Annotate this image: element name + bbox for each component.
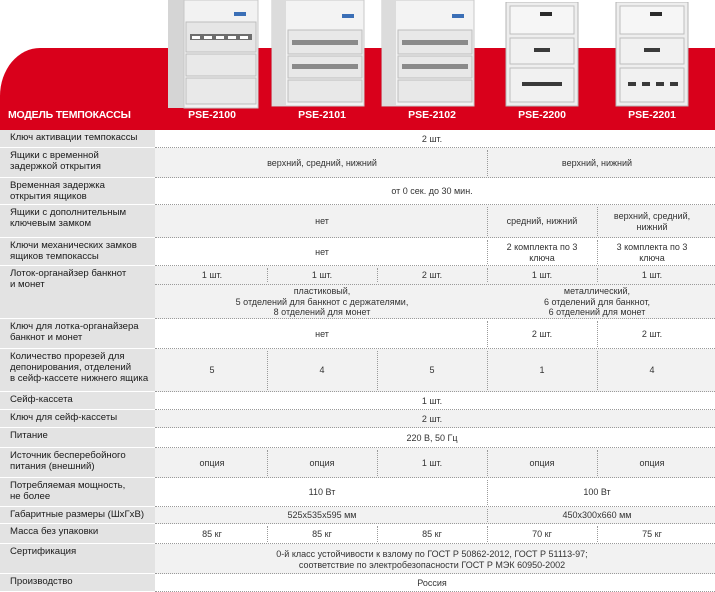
row-label: Потребляемая мощность, не более bbox=[10, 480, 126, 502]
table-cell: 0-й класс устойчивости к взлому по ГОСТ Р 50862-2012, ГОСТ Р 51113-97; соответствие по электробезопасности ГОСТ Р МЭК 60950-2002 bbox=[276, 549, 588, 570]
table-cell: 2 шт. bbox=[421, 270, 443, 280]
row-label-cell bbox=[0, 319, 155, 349]
model-label-pse-2101: PSE-2101 bbox=[298, 109, 346, 121]
table-cell: средний, нижний bbox=[506, 216, 578, 226]
model-label-pse-2100: PSE-2100 bbox=[188, 109, 236, 121]
row-label: Питание bbox=[10, 430, 48, 441]
row-label: Сейф-кассета bbox=[10, 394, 73, 405]
table-cell: 1 шт. bbox=[531, 270, 553, 280]
table-cell-sub: пластиковый, 5 отделений для банкнот с держателями, 8 отделений для монет bbox=[235, 286, 409, 317]
table-row bbox=[0, 148, 715, 178]
table-cell: 525х535х595 мм bbox=[287, 510, 357, 520]
table-cell: 75 кг bbox=[642, 529, 662, 539]
table-cell: 70 кг bbox=[532, 529, 552, 539]
row-label-cell bbox=[0, 349, 155, 392]
row-label: Временная задержка открытия ящиков bbox=[10, 180, 105, 202]
table-cell: 1 шт. bbox=[421, 458, 443, 468]
product-image-pse-2101 bbox=[268, 0, 368, 112]
table-cell-sub: металлический, 6 отделений для банкнот, 6 отделений для монет bbox=[543, 286, 651, 317]
table-cell: нет bbox=[315, 329, 329, 339]
row-label: Сертификация bbox=[10, 546, 77, 557]
table-cell: 85 кг bbox=[312, 529, 332, 539]
row-label-cell bbox=[0, 524, 155, 544]
table-row bbox=[0, 574, 715, 592]
row-label: Источник бесперебойного питания (внешний) bbox=[10, 450, 126, 472]
table-cell: 2 шт. bbox=[421, 134, 443, 144]
table-cell: 1 шт. bbox=[201, 270, 223, 280]
row-label: Ящики с дополнительным ключевым замком bbox=[10, 207, 127, 229]
table-row bbox=[0, 130, 715, 148]
row-label: Ключ для лотка-органайзера банкнот и монет bbox=[10, 321, 139, 343]
table-header-model-label: МОДЕЛЬ ТЕМПОКАССЫ bbox=[8, 109, 131, 121]
table-row bbox=[0, 428, 715, 448]
table-cell: 450х300х660 мм bbox=[562, 510, 632, 520]
row-label: Ключи механических замков ящиков темпокассы bbox=[10, 240, 137, 262]
table-cell: 3 комплекта по 3 ключа bbox=[616, 242, 688, 263]
table-row bbox=[0, 544, 715, 574]
table-cell: 1 шт. bbox=[311, 270, 333, 280]
table-cell: 1 шт. bbox=[421, 396, 443, 406]
model-label-pse-2200: PSE-2200 bbox=[518, 109, 566, 121]
table-cell: 2 комплекта по 3 ключа bbox=[506, 242, 578, 263]
table-row bbox=[0, 478, 715, 507]
row-label-cell bbox=[0, 238, 155, 266]
table-row bbox=[0, 205, 715, 238]
row-label: Производство bbox=[10, 576, 73, 587]
table-cell: нет bbox=[315, 216, 329, 226]
table-cell: опция bbox=[639, 458, 665, 468]
product-image-pse-2100 bbox=[162, 0, 262, 112]
table-cell: 2 шт. bbox=[531, 329, 553, 339]
model-label-pse-2201: PSE-2201 bbox=[628, 109, 676, 121]
table-cell: 220 В, 50 Гц bbox=[406, 433, 458, 443]
table-cell: опция bbox=[199, 458, 225, 468]
row-label-cell bbox=[0, 148, 155, 178]
table-cell: 85 кг bbox=[422, 529, 442, 539]
table-cell: верхний, нижний bbox=[561, 158, 633, 168]
table-row bbox=[0, 178, 715, 205]
table-cell: 100 Вт bbox=[583, 487, 611, 497]
row-label-cell bbox=[0, 392, 155, 410]
table-row bbox=[0, 507, 715, 524]
table-cell: опция bbox=[529, 458, 555, 468]
row-label: Ключ активации темпокассы bbox=[10, 132, 138, 143]
table-cell: Россия bbox=[417, 578, 447, 588]
table-row bbox=[0, 319, 715, 349]
table-cell: 1 bbox=[539, 365, 545, 375]
table-cell: от 0 сек. до 30 мин. bbox=[391, 186, 473, 196]
row-label-cell bbox=[0, 410, 155, 428]
row-label-cell bbox=[0, 266, 155, 319]
table-cell: 4 bbox=[649, 365, 655, 375]
row-label: Ключ для сейф-кассеты bbox=[10, 412, 118, 423]
model-label-pse-2102: PSE-2102 bbox=[408, 109, 456, 121]
table-row bbox=[0, 448, 715, 478]
table-cell: 5 bbox=[209, 365, 215, 375]
product-image-pse-2102 bbox=[378, 0, 478, 112]
row-label: Масса без упаковки bbox=[10, 526, 99, 537]
row-label-cell bbox=[0, 130, 155, 148]
table-cell: 110 Вт bbox=[308, 487, 336, 497]
table-cell: 85 кг bbox=[202, 529, 222, 539]
row-sub-divider bbox=[155, 284, 715, 285]
row-label-cell bbox=[0, 428, 155, 448]
table-row bbox=[0, 410, 715, 428]
row-label: Габаритные размеры (ШхГхВ) bbox=[10, 509, 145, 520]
table-cell: 4 bbox=[319, 365, 325, 375]
row-label-cell bbox=[0, 178, 155, 205]
table-row bbox=[0, 392, 715, 410]
row-label-cell bbox=[0, 544, 155, 574]
table-cell: нет bbox=[315, 247, 329, 257]
row-label-cell bbox=[0, 448, 155, 478]
table-row bbox=[0, 524, 715, 544]
row-label: Ящики с временной задержкой открытия bbox=[10, 150, 101, 172]
row-label-cell bbox=[0, 574, 155, 592]
product-image-pse-2201 bbox=[614, 2, 690, 108]
table-cell: опция bbox=[309, 458, 335, 468]
row-label-cell bbox=[0, 478, 155, 507]
table-cell: верхний, средний, нижний bbox=[613, 211, 691, 232]
row-label-cell bbox=[0, 205, 155, 238]
table-cell: 1 шт. bbox=[641, 270, 663, 280]
table-cell: 2 шт. bbox=[421, 414, 443, 424]
table-cell: верхний, средний, нижний bbox=[267, 158, 377, 168]
table-cell: 2 шт. bbox=[641, 329, 663, 339]
row-label: Количество прорезей для депонирования, отделений в сейф-кассете нижнего ящика bbox=[10, 351, 149, 384]
table-row bbox=[0, 349, 715, 392]
row-label: Лоток-органайзер банкнот и монет bbox=[10, 268, 127, 290]
table-cell: 5 bbox=[429, 365, 435, 375]
row-label-cell bbox=[0, 507, 155, 524]
table-row bbox=[0, 266, 715, 319]
table-row bbox=[0, 238, 715, 266]
product-image-pse-2200 bbox=[504, 2, 580, 108]
